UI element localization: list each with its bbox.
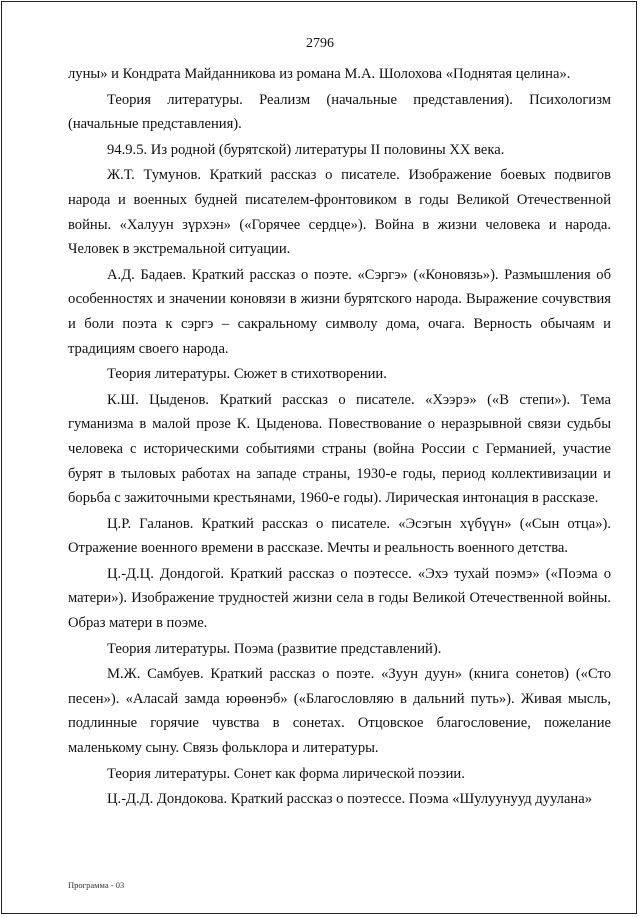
paragraph: М.Ж. Самбуев. Краткий рассказ о поэте. «Зуун дуун» (книга сонетов) («Сто песен»). «Аласай замда юрөөнэб» («Благословляю в дальний путь»). Живая мысль, подлинные горячие чувства в сонетах. Отцовское благословение, пожелание маленькому сыну. Связь фольклора и литературы.: [68, 666, 611, 757]
document-body: [68, 62, 611, 813]
paragraph: Теория литературы. Поэма (развитие представлений).: [107, 640, 442, 657]
footer-label: Программа - 03: [68, 880, 125, 890]
paragraph: А.Д. Бадаев. Краткий рассказ о поэте. «Сэргэ» («Коновязь»). Размышления об особенностях и значении коновязи в жизни бурятского народа. Выражение сочувствия и боли поэта к сэргэ – сакральному символу дома, очага. Верность обычаям и традициям своего народа.: [68, 266, 611, 357]
paragraph: Теория литературы. Реализм (начальные представления). Психологизм (начальные представления).: [68, 91, 611, 133]
paragraph: 94.9.5. Из родной (бурятской) литературы II половины XX века.: [107, 141, 505, 158]
paragraph: Ц.-Д.Ц. Дондогой. Краткий рассказ о поэтессе. «Эхэ тухай поэмэ» («Поэма о матери»). Изображение трудностей жизни села в годы Великой Отечественной войны. Образ матери в поэме.: [68, 565, 611, 632]
paragraph: К.Ш. Цыденов. Краткий рассказ о писателе. «Хээрэ» («В степи»). Тема гуманизма в малой прозе К. Цыденова. Повествование о неразрывной связи судьбы человека с историческими событиями страны (война России с Германией, участие бурят в тыловых работах на западе страны, 1930-е годы, период коллективизации и борьба с зажиточными крестьянами, 1960-е годы). Лирическая интонация в рассказе.: [68, 391, 611, 507]
page-number: 2796: [306, 36, 334, 51]
paragraph: луны» и Кондрата Майданникова из романа М.А. Шолохова «Поднятая целина».: [68, 66, 571, 82]
paragraph: Теория литературы. Сонет как форма лирической поэзии.: [107, 765, 465, 782]
paragraph: Ц.Р. Галанов. Краткий рассказ о писателе. «Эсэгын хүбүүн» («Сын отца»). Отражение военного времени в рассказе. Мечты и реальность военного детства.: [68, 515, 611, 557]
paragraph: Ж.Т. Тумунов. Краткий рассказ о писателе. Изображение боевых подвигов народа и военных будней писателем-фронтовиком в годы Великой Отечественной войны. «Халуун зүрхэн» («Горячее сердце»). Война в жизни человека и народа. Человек в экстремальной ситуации.: [68, 167, 611, 258]
paragraph: Теория литературы. Сюжет в стихотворении.: [107, 366, 387, 383]
paragraph: Ц.-Д.Д. Дондокова. Краткий рассказ о поэтессе. Поэма «Шулуунууд дуулана»: [107, 791, 593, 808]
